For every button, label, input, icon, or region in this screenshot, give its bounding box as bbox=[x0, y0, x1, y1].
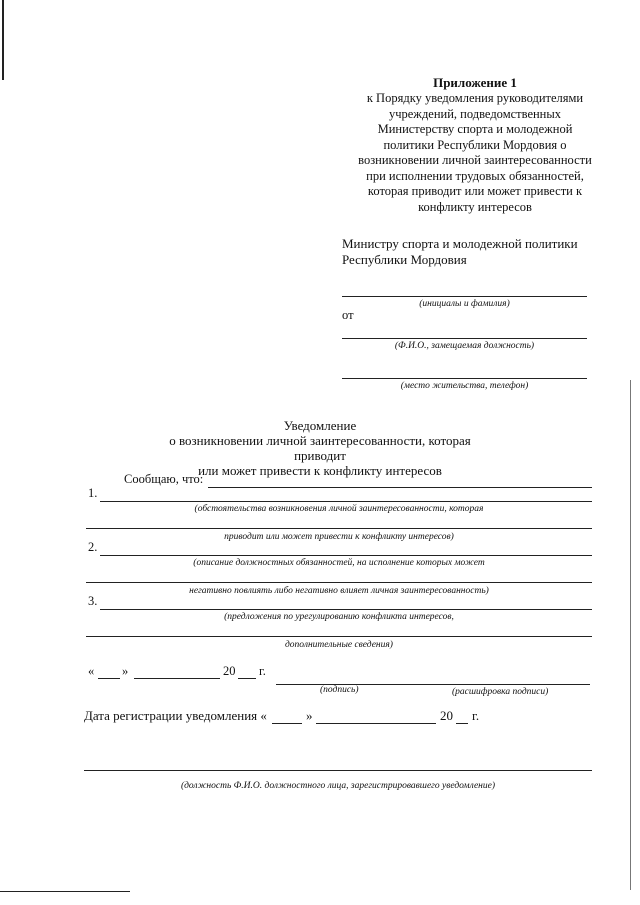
item3-field-line[interactable] bbox=[100, 609, 592, 610]
name-position-field-line[interactable] bbox=[342, 338, 587, 339]
day-field-line[interactable] bbox=[98, 678, 120, 679]
date-open-quote: « bbox=[88, 664, 95, 678]
appendix-line: конфликту интересов bbox=[418, 199, 532, 214]
residence-field-line[interactable] bbox=[342, 378, 587, 379]
appendix-description bbox=[350, 91, 600, 215]
appendix-line: которая приводит или может привести к bbox=[367, 184, 583, 198]
name-position-hint: (Ф.И.О., замещаемая должность) bbox=[394, 341, 535, 351]
notice-subtitle: о возникновении личной заинтересованности, которая приводит bbox=[169, 433, 471, 463]
item3-field-line-2[interactable] bbox=[86, 636, 592, 637]
item2-field-line-2[interactable] bbox=[86, 582, 592, 583]
item1-field-line-2[interactable] bbox=[86, 528, 592, 529]
item-number: 2. bbox=[88, 540, 98, 554]
appendix-line: учреждений, подведомственных bbox=[388, 106, 562, 121]
addressee-block bbox=[342, 236, 612, 268]
official-hint: (должность Ф.И.О. должностного лица, зарегистрировавшего уведомление) bbox=[180, 781, 496, 791]
date-close-quote: » bbox=[122, 664, 129, 678]
residence-hint: (место жительства, телефон) bbox=[400, 381, 529, 391]
official-field-line[interactable] bbox=[84, 770, 592, 771]
registration-day-field-line[interactable] bbox=[272, 723, 302, 724]
from-label: от bbox=[342, 308, 354, 322]
notice-subtitle: или может привести к конфликту интересов bbox=[198, 463, 442, 478]
appendix-line: Министерству спорта и молодежной bbox=[377, 122, 573, 136]
addressee-line: Республики Мордовия bbox=[342, 252, 467, 267]
item1-hint-a: (обстоятельства возникновения личной заинтересованности, которая bbox=[194, 504, 484, 514]
registration-year-prefix: 20 bbox=[440, 708, 453, 723]
month-field-line[interactable] bbox=[134, 678, 220, 679]
scan-edge-mark-left bbox=[2, 0, 4, 80]
intro-label: Сообщаю, что: bbox=[124, 472, 204, 486]
notice-title-block bbox=[150, 418, 490, 478]
notice-title: Уведомление bbox=[283, 418, 357, 433]
item2-field-line[interactable] bbox=[100, 555, 592, 556]
item3-hint-a: (предложения по урегулированию конфликта интересов, bbox=[224, 612, 454, 622]
registration-label: Дата регистрации уведомления « bbox=[84, 708, 267, 723]
item2-hint-b: негативно повлиять либо негативно влияет личная заинтересованность) bbox=[189, 586, 489, 596]
year-field-line[interactable] bbox=[238, 678, 256, 679]
year-prefix: 20 bbox=[223, 664, 236, 678]
registration-close-quote: » bbox=[306, 708, 313, 723]
registration-month-field-line[interactable] bbox=[316, 723, 436, 724]
signature-hint: (подпись) bbox=[320, 685, 359, 695]
item2-hint-a: (описание должностных обязанностей, на исполнение которых может bbox=[193, 558, 485, 568]
initials-hint: (инициалы и фамилия) bbox=[419, 299, 510, 309]
appendix-line: при исполнении трудовых обязанностей, bbox=[366, 168, 584, 183]
appendix-line: возникновении личной заинтересованности bbox=[358, 153, 592, 167]
item1-hint-b: приводит или может привести к конфликту интересов) bbox=[224, 532, 454, 542]
registration-year-suffix: г. bbox=[472, 708, 480, 723]
year-suffix: г. bbox=[259, 664, 266, 678]
decoding-hint: (расшифровка подписи) bbox=[452, 687, 549, 697]
appendix-line: политики Республики Мордовия о bbox=[383, 137, 567, 152]
item1-field-line[interactable] bbox=[100, 501, 592, 502]
scan-edge-mark-right bbox=[630, 380, 631, 890]
addressee-line: Министру спорта и молодежной политики bbox=[342, 236, 578, 251]
item-number: 1. bbox=[88, 486, 98, 500]
appendix-line: к Порядку уведомления руководителями bbox=[366, 91, 584, 105]
scan-edge-mark-bottom bbox=[0, 891, 130, 892]
appendix-title: Приложение 1 bbox=[433, 75, 517, 90]
registration-year-field-line[interactable] bbox=[456, 723, 468, 724]
initials-field-line[interactable] bbox=[342, 296, 587, 297]
item-number: 3. bbox=[88, 594, 98, 608]
intro-field-line[interactable] bbox=[208, 487, 592, 488]
item3-hint-b: дополнительные сведения) bbox=[285, 640, 393, 650]
